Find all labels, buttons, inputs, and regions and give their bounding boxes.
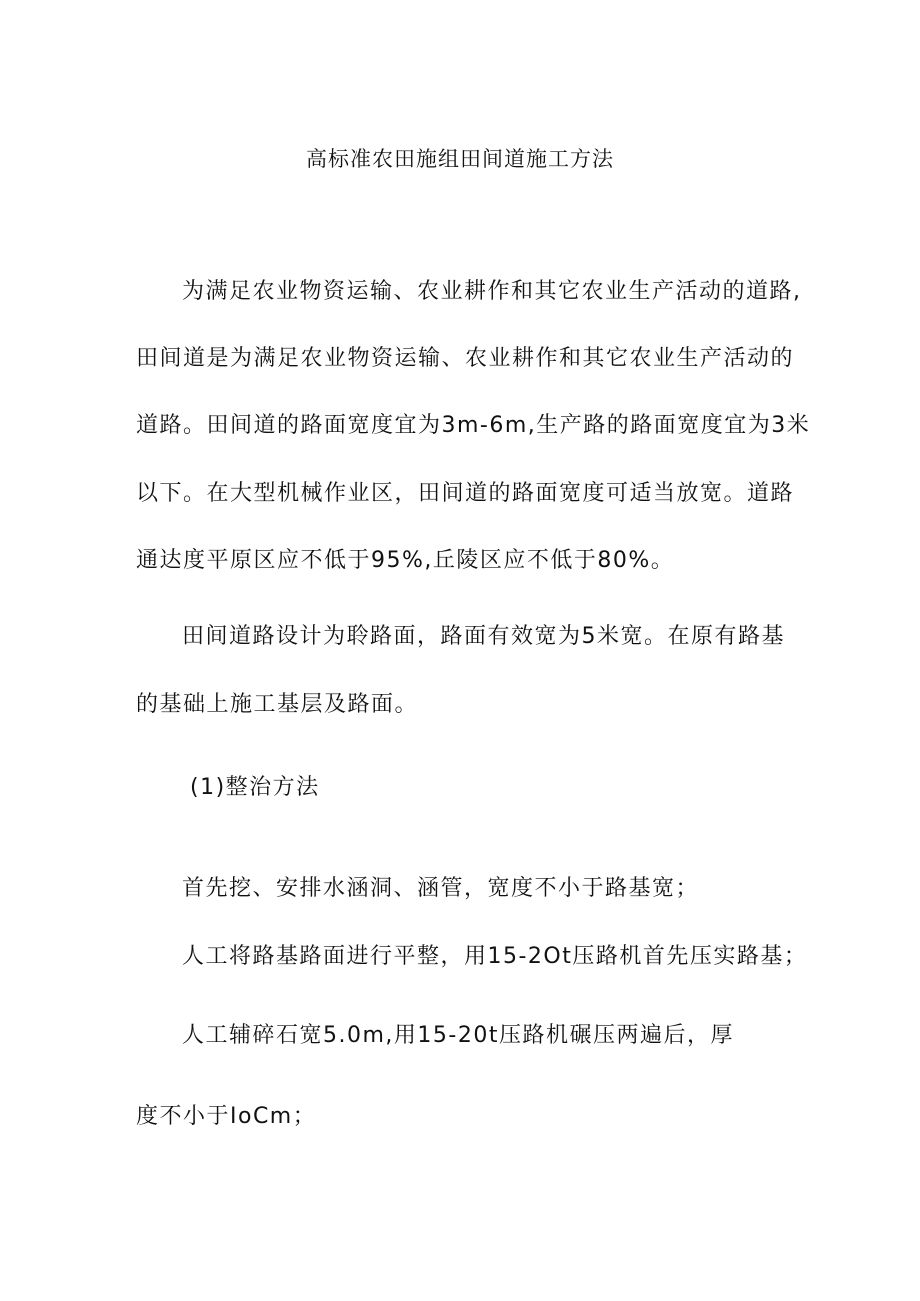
section-heading: (1)整治方法 [190,775,320,800]
paragraph-2-line-2: 的基础上施工基层及路面。 [136,692,419,717]
paragraph-1-line-2: 田间道是为满足农业物资运输、农业耕作和其它农业生产活动的 [136,346,795,371]
paragraph-1-line-3: 道路。田间道的路面宽度宜为3m-6m,生产路的路面宽度宜为3米 [136,413,811,438]
step-line-4: 度不小于IoCm； [136,1104,317,1129]
paragraph-2-line-1: 田间道路设计为聆路面，路面有效宽为5米宽。在原有路基 [182,624,785,649]
step-line-2: 人工将路基路面进行平整，用15-2Ot压路机首先压实路基； [182,944,808,969]
paragraph-1-line-5: 通达度平原区应不低于95%,丘陵区应不低于80%。 [136,548,675,573]
step-line-1: 首先挖、安排水涵洞、涵管，宽度不小于路基宽； [182,876,700,901]
document-title: 高标准农田施组田间道施工方法 [306,147,614,171]
paragraph-1-line-4: 以下。在大型机械作业区，田间道的路面宽度可适当放宽。道路 [136,481,795,506]
step-line-3: 人工辅碎石宽5.0m,用15-20t压路机碾压两遍后，厚 [182,1023,734,1048]
paragraph-1-line-1: 为满足农业物资运输、农业耕作和其它农业生产活动的道路, [182,279,802,304]
